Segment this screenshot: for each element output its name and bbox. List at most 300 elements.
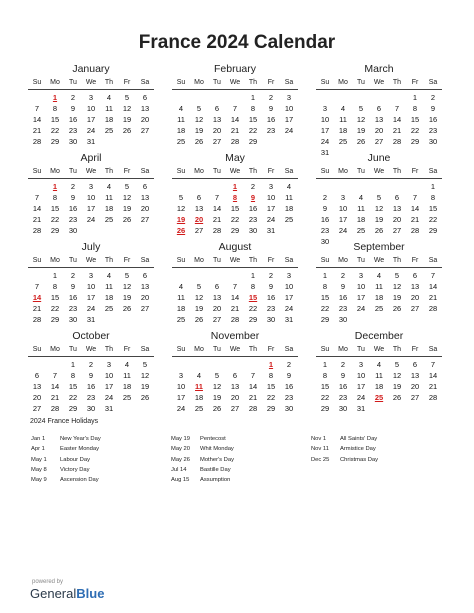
day-cell: 21 (248, 393, 258, 402)
day-cell: 29 (50, 226, 60, 235)
day-cell: 5 (124, 93, 130, 102)
day-cell: 3 (106, 360, 112, 369)
day-cell: 24 (284, 304, 294, 313)
weekday-header (316, 166, 442, 178)
day-cell: 27 (140, 126, 150, 135)
day-cell: 13 (140, 193, 150, 202)
weekday-label: Su (176, 79, 186, 86)
day-cell: 5 (124, 182, 130, 191)
weekday-label: We (229, 79, 241, 86)
day-cell: 26 (140, 393, 150, 402)
weekday-header (172, 255, 298, 267)
day-cell: 19 (392, 293, 402, 302)
day-cell: 17 (86, 204, 96, 213)
day-cell: 12 (122, 282, 132, 291)
day-cell: 1 (70, 360, 76, 369)
day-cell: 4 (376, 271, 382, 280)
day-cell: 12 (392, 371, 402, 380)
weekday-label: Sa (284, 346, 294, 353)
day-cell: 2 (340, 360, 346, 369)
weekday-label: Su (32, 79, 42, 86)
day-cell: 23 (338, 304, 348, 313)
weekday-label: Su (176, 168, 186, 175)
holiday-date: May 1 (31, 456, 47, 463)
holiday-day-cell: 9 (250, 193, 256, 202)
day-cell: 9 (340, 282, 346, 291)
day-cell: 3 (322, 104, 328, 113)
day-cell: 9 (268, 104, 274, 113)
day-cell: 30 (266, 315, 276, 324)
holiday-item (171, 444, 234, 454)
weekday-label: Su (176, 257, 186, 264)
weekday-label: Th (104, 346, 114, 353)
day-cell: 28 (32, 226, 42, 235)
day-cell: 10 (104, 371, 114, 380)
day-cell: 11 (375, 282, 383, 291)
day-cell: 20 (140, 204, 150, 213)
weekday-label: Mo (194, 257, 204, 264)
day-cell: 4 (106, 182, 112, 191)
day-cell: 23 (338, 393, 348, 402)
holiday-name: All Saints' Day (340, 436, 378, 442)
day-cell: 7 (52, 371, 58, 380)
day-cell: 17 (86, 293, 96, 302)
weekday-label: Sa (140, 346, 150, 353)
day-cell: 28 (428, 393, 438, 402)
day-cell: 2 (88, 360, 94, 369)
day-cell: 12 (140, 371, 150, 380)
day-grid (316, 181, 442, 247)
day-cell: 10 (86, 104, 96, 113)
day-cell: 22 (68, 393, 78, 402)
day-cell: 3 (88, 271, 94, 280)
day-cell: 28 (50, 404, 60, 413)
day-cell: 20 (230, 393, 240, 402)
weekday-label: Fr (267, 168, 275, 175)
day-cell: 12 (176, 204, 186, 213)
day-cell: 14 (248, 382, 258, 391)
weekday-label: Mo (338, 79, 348, 86)
day-cell: 21 (32, 215, 42, 224)
day-cell: 17 (104, 382, 114, 391)
day-cell: 29 (50, 137, 60, 146)
holiday-date: May 26 (171, 456, 191, 463)
holiday-date: Jan 1 (31, 436, 46, 442)
weekday-header (316, 255, 442, 267)
day-cell: 2 (250, 182, 256, 191)
day-cell: 19 (392, 382, 402, 391)
day-cell: 29 (320, 315, 330, 324)
month-name: June (367, 152, 391, 164)
holiday-day-cell: 1 (268, 360, 274, 369)
day-cell: 10 (176, 382, 186, 391)
day-cell: 18 (356, 215, 366, 224)
day-cell: 4 (196, 371, 202, 380)
day-cell: 19 (194, 126, 204, 135)
day-cell: 18 (194, 393, 204, 402)
day-cell: 31 (86, 137, 96, 146)
day-cell: 26 (374, 226, 384, 235)
day-cell: 31 (320, 148, 330, 157)
day-cell: 18 (284, 204, 294, 213)
day-cell: 31 (266, 226, 276, 235)
day-cell: 5 (394, 271, 400, 280)
day-cell: 11 (339, 115, 347, 124)
header-divider (316, 267, 442, 268)
holiday-name: Labour Day (60, 456, 90, 463)
holiday-day-cell: 25 (374, 393, 384, 402)
weekday-label: Mo (50, 168, 60, 175)
day-cell: 5 (124, 271, 130, 280)
day-cell: 20 (392, 215, 402, 224)
day-cell: 9 (430, 104, 436, 113)
holiday-name: Easter Monday (60, 446, 99, 453)
day-cell: 11 (177, 293, 185, 302)
holiday-day-cell: 1 (232, 182, 238, 191)
day-cell: 15 (410, 115, 420, 124)
day-cell: 4 (358, 193, 364, 202)
day-cell: 20 (374, 126, 384, 135)
weekday-header (172, 77, 298, 89)
weekday-label: Fr (123, 168, 131, 175)
day-cell: 16 (68, 115, 78, 124)
holiday-item (31, 444, 101, 454)
day-cell: 31 (284, 315, 294, 324)
month-name: April (80, 152, 102, 164)
day-cell: 31 (86, 315, 96, 324)
day-cell: 13 (374, 115, 384, 124)
day-cell: 2 (70, 93, 76, 102)
weekday-label: Th (104, 79, 114, 86)
day-cell: 11 (105, 282, 113, 291)
day-cell: 7 (430, 271, 436, 280)
weekday-label: Fr (123, 346, 131, 353)
day-cell: 17 (86, 115, 96, 124)
holiday-date: May 9 (31, 477, 47, 484)
day-cell: 12 (374, 204, 384, 213)
weekday-label: Th (392, 168, 402, 175)
day-cell: 11 (105, 104, 113, 113)
day-cell: 4 (340, 104, 346, 113)
day-cell: 18 (374, 382, 384, 391)
day-cell: 8 (268, 371, 274, 380)
day-cell: 8 (52, 282, 58, 291)
weekday-label: Sa (140, 79, 150, 86)
day-cell: 23 (86, 393, 96, 402)
holidays-title: 2024 France Holidays (30, 418, 99, 425)
header-divider (172, 89, 298, 90)
weekday-label: Fr (123, 79, 131, 86)
day-cell: 10 (320, 115, 330, 124)
day-cell: 14 (428, 371, 438, 380)
day-cell: 17 (284, 115, 294, 124)
day-cell: 2 (286, 360, 292, 369)
day-cell: 25 (176, 137, 186, 146)
day-cell: 4 (106, 93, 112, 102)
day-cell: 21 (32, 126, 42, 135)
day-cell: 3 (178, 371, 184, 380)
powered-by-label: powered by (32, 579, 64, 585)
day-cell: 5 (376, 193, 382, 202)
day-cell: 27 (410, 393, 420, 402)
holiday-name: Assumption (200, 477, 231, 484)
day-cell: 20 (212, 304, 222, 313)
day-cell: 18 (104, 204, 114, 213)
day-cell: 14 (32, 115, 42, 124)
weekday-label: Th (104, 168, 114, 175)
holiday-list-column-1 (31, 434, 101, 485)
month-july (28, 240, 154, 326)
day-cell: 11 (357, 204, 365, 213)
day-cell: 10 (356, 371, 366, 380)
holiday-day-cell: 8 (232, 193, 238, 202)
holiday-day-cell: 26 (176, 226, 186, 235)
day-cell: 4 (286, 182, 292, 191)
weekday-label: Su (320, 257, 330, 264)
day-cell: 26 (122, 215, 132, 224)
day-cell: 21 (428, 293, 438, 302)
day-cell: 26 (212, 404, 222, 413)
day-cell: 27 (32, 404, 42, 413)
brand-name-general: General (30, 586, 77, 601)
day-cell: 6 (412, 271, 418, 280)
month-name: March (364, 63, 394, 75)
day-cell: 15 (320, 293, 330, 302)
day-grid (172, 359, 298, 414)
holiday-day-cell: 1 (52, 182, 58, 191)
weekday-label: Mo (194, 79, 204, 86)
weekday-label: We (373, 257, 385, 264)
day-cell: 30 (320, 237, 330, 246)
day-cell: 29 (266, 404, 276, 413)
weekday-label: Sa (140, 168, 150, 175)
day-grid (28, 270, 154, 325)
day-cell: 3 (286, 271, 292, 280)
weekday-label: We (373, 346, 385, 353)
day-cell: 13 (212, 115, 222, 124)
day-cell: 10 (338, 204, 348, 213)
weekday-header (172, 166, 298, 178)
day-cell: 27 (194, 226, 204, 235)
day-cell: 22 (410, 126, 420, 135)
day-cell: 7 (250, 371, 256, 380)
weekday-label: Su (32, 257, 42, 264)
day-cell: 27 (392, 226, 402, 235)
day-cell: 21 (230, 304, 240, 313)
day-cell: 29 (68, 404, 78, 413)
weekday-label: Su (320, 168, 330, 175)
day-cell: 8 (412, 104, 418, 113)
day-cell: 1 (250, 93, 256, 102)
month-may (172, 151, 298, 237)
month-name: May (225, 152, 245, 164)
day-cell: 7 (232, 104, 238, 113)
day-cell: 11 (285, 193, 293, 202)
weekday-label: Tu (69, 346, 77, 353)
day-cell: 21 (428, 382, 438, 391)
day-cell: 26 (194, 315, 204, 324)
month-october (28, 329, 154, 415)
weekday-label: We (373, 79, 385, 86)
weekday-label: Tu (69, 168, 77, 175)
day-cell: 19 (374, 215, 384, 224)
day-cell: 5 (196, 104, 202, 113)
day-cell: 21 (410, 215, 420, 224)
day-cell: 6 (232, 371, 238, 380)
month-march (316, 62, 442, 157)
day-cell: 25 (374, 304, 384, 313)
weekday-label: Tu (213, 257, 221, 264)
day-cell: 5 (214, 371, 220, 380)
weekday-label: Sa (284, 168, 294, 175)
day-cell: 9 (322, 204, 328, 213)
day-cell: 28 (410, 226, 420, 235)
day-cell: 18 (338, 126, 348, 135)
day-cell: 24 (320, 137, 330, 146)
holiday-date: May 19 (171, 436, 191, 442)
day-cell: 28 (230, 315, 240, 324)
day-cell: 27 (212, 315, 222, 324)
day-cell: 16 (338, 382, 348, 391)
day-cell: 29 (410, 137, 420, 146)
day-cell: 20 (140, 293, 150, 302)
day-cell: 6 (394, 193, 400, 202)
day-cell: 30 (68, 315, 78, 324)
weekday-label: Mo (50, 257, 60, 264)
day-grid (172, 181, 298, 236)
month-september (316, 240, 442, 326)
day-cell: 20 (140, 115, 150, 124)
day-cell: 27 (374, 137, 384, 146)
day-grid (316, 270, 442, 325)
weekday-label: We (229, 346, 241, 353)
day-cell: 8 (52, 104, 58, 113)
weekday-label: Mo (194, 168, 204, 175)
weekday-label: Fr (411, 257, 419, 264)
weekday-label: Tu (69, 79, 77, 86)
header-divider (28, 178, 154, 179)
day-cell: 9 (70, 193, 76, 202)
day-cell: 23 (68, 304, 78, 313)
day-cell: 30 (428, 137, 438, 146)
day-cell: 7 (232, 282, 238, 291)
weekday-label: We (229, 257, 241, 264)
holiday-date: Dec 25 (311, 456, 330, 463)
day-cell: 22 (50, 126, 60, 135)
day-cell: 10 (266, 193, 276, 202)
weekday-label: Th (248, 168, 258, 175)
day-cell: 14 (212, 204, 222, 213)
month-december (316, 329, 442, 415)
weekday-label: Th (248, 257, 258, 264)
day-cell: 25 (356, 226, 366, 235)
day-cell: 6 (376, 104, 382, 113)
month-name: September (353, 241, 405, 253)
day-cell: 24 (104, 393, 114, 402)
day-cell: 12 (392, 282, 402, 291)
holiday-list-column-3 (311, 434, 378, 465)
day-cell: 17 (176, 393, 186, 402)
month-august (172, 240, 298, 326)
day-cell: 13 (410, 282, 420, 291)
day-cell: 30 (68, 226, 78, 235)
header-divider (28, 267, 154, 268)
holiday-name: Victory Day (60, 466, 90, 473)
weekday-label: Sa (284, 79, 294, 86)
month-name: February (213, 63, 256, 75)
header-divider (172, 267, 298, 268)
day-cell: 4 (124, 360, 130, 369)
day-cell: 16 (284, 382, 294, 391)
day-cell: 8 (250, 104, 256, 113)
day-cell: 7 (34, 104, 40, 113)
months-grid (28, 62, 454, 418)
day-cell: 3 (88, 93, 94, 102)
day-cell: 4 (178, 104, 184, 113)
day-cell: 30 (68, 137, 78, 146)
day-cell: 22 (320, 304, 330, 313)
day-cell: 16 (68, 293, 78, 302)
weekday-label: Mo (338, 257, 348, 264)
holiday-item (31, 455, 101, 465)
day-cell: 4 (178, 282, 184, 291)
day-cell: 4 (106, 271, 112, 280)
day-cell: 26 (194, 137, 204, 146)
day-cell: 23 (284, 393, 294, 402)
weekday-label: Tu (213, 79, 221, 86)
weekday-label: Tu (69, 257, 77, 264)
day-cell: 21 (50, 393, 60, 402)
day-cell: 29 (230, 226, 240, 235)
day-cell: 23 (68, 215, 78, 224)
day-cell: 14 (50, 382, 60, 391)
day-cell: 30 (284, 404, 294, 413)
day-cell: 30 (338, 315, 348, 324)
day-cell: 2 (322, 193, 328, 202)
day-cell: 1 (52, 271, 58, 280)
brand-logo[interactable] (30, 578, 104, 602)
day-cell: 18 (374, 293, 384, 302)
day-cell: 22 (50, 215, 60, 224)
day-grid (28, 359, 154, 414)
day-cell: 18 (122, 382, 132, 391)
brand-name (30, 586, 104, 602)
day-cell: 25 (176, 315, 186, 324)
day-cell: 8 (52, 193, 58, 202)
day-cell: 24 (356, 304, 366, 313)
day-grid (172, 92, 298, 147)
day-cell: 10 (284, 104, 294, 113)
day-cell: 13 (194, 204, 204, 213)
day-cell: 25 (338, 137, 348, 146)
weekday-label: We (85, 346, 97, 353)
day-grid (316, 359, 442, 414)
month-november (172, 329, 298, 415)
day-cell: 29 (248, 315, 258, 324)
day-cell: 2 (430, 93, 436, 102)
day-cell: 7 (214, 193, 220, 202)
day-cell: 23 (266, 304, 276, 313)
day-cell: 22 (248, 126, 258, 135)
day-cell: 28 (392, 137, 402, 146)
weekday-label: Fr (411, 79, 419, 86)
day-grid (28, 181, 154, 236)
weekday-label: We (85, 168, 97, 175)
day-cell: 12 (122, 104, 132, 113)
day-cell: 24 (86, 304, 96, 313)
day-cell: 5 (196, 282, 202, 291)
holiday-date: May 8 (31, 466, 47, 473)
